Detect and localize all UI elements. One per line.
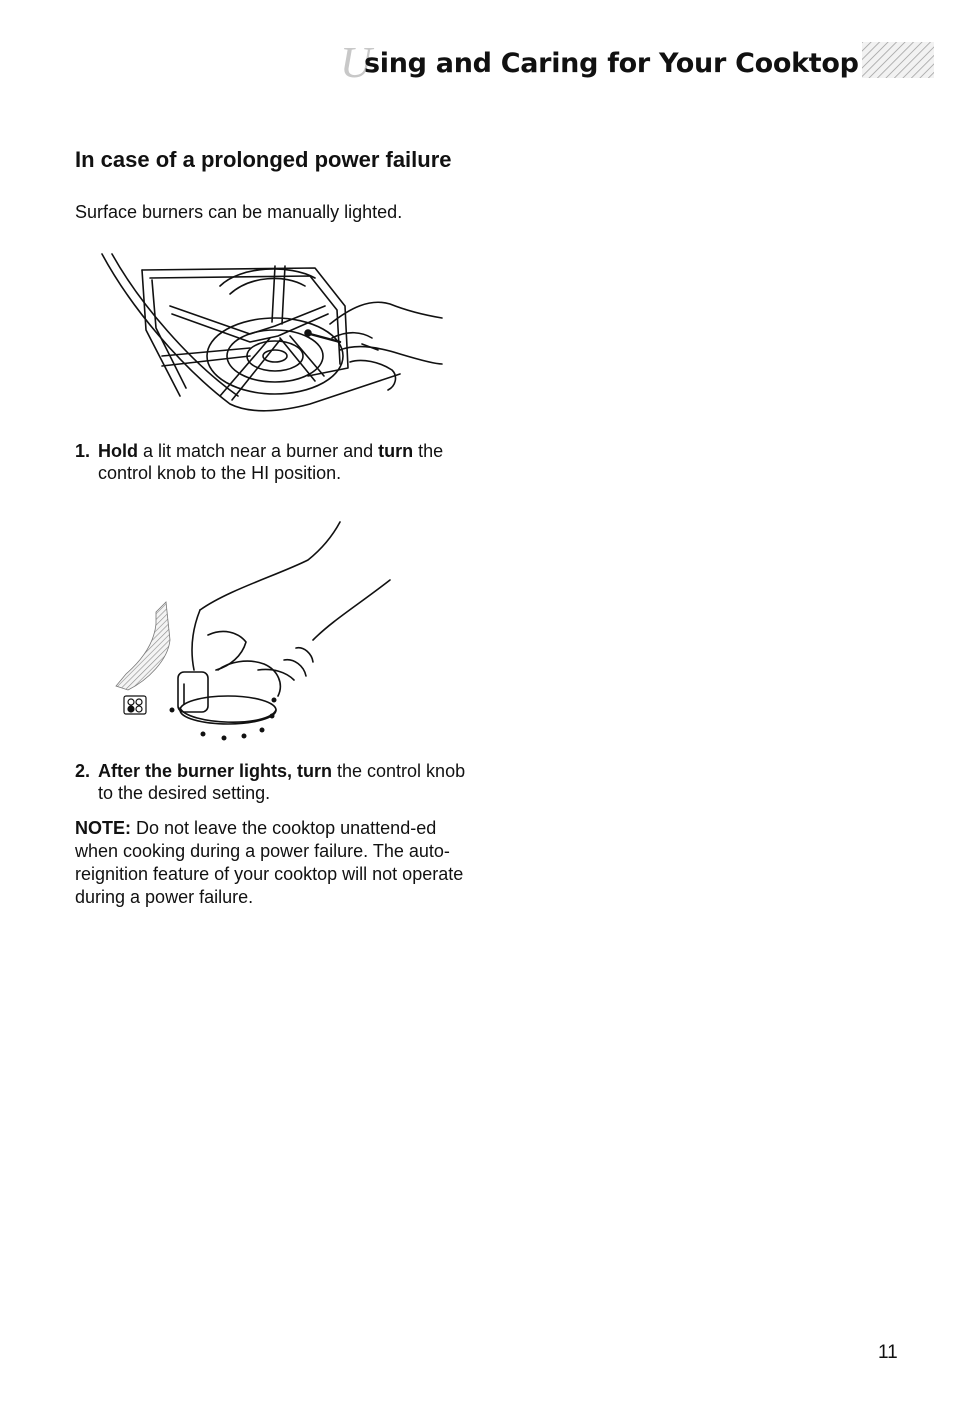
step-text-part: Hold xyxy=(98,441,138,461)
step-1 xyxy=(75,440,475,484)
step-text-part: a lit match near a burner and xyxy=(138,441,379,461)
step-text-part: turn xyxy=(378,441,414,461)
step-text-part: the control knob to the desired setting. xyxy=(98,761,466,803)
section-heading: In case of a prolonged power failure xyxy=(75,147,452,172)
note-text: Do not leave the cooktop unattend-ed when cooking during a power failure. The auto-reignition feature of your cooktop will not operate during a power failure. xyxy=(75,818,464,907)
intro-text: Surface burners can be manually lighted. xyxy=(75,202,403,222)
burner-indicator-icon xyxy=(124,696,146,714)
step-number: 1. xyxy=(75,441,91,461)
header-title: sing and Caring for Your Cooktop xyxy=(364,48,859,79)
rotation-arrow-icon xyxy=(116,602,170,690)
note-paragraph xyxy=(75,817,475,909)
step-text xyxy=(98,760,475,804)
header-hatch-decoration xyxy=(862,42,934,78)
step-text-part: After the burner lights, turn xyxy=(98,761,332,781)
header-initial-letter: U xyxy=(340,38,372,87)
control-knob-illustration xyxy=(108,520,408,750)
burner-grate-illustration xyxy=(100,246,445,416)
step-text xyxy=(98,440,475,484)
step-text-part: the control knob to the HI position. xyxy=(98,441,444,483)
page-header xyxy=(340,40,940,90)
step-number: 2. xyxy=(75,761,91,781)
note-label: NOTE: xyxy=(75,818,131,838)
step-2 xyxy=(75,760,475,804)
page-number: 11 xyxy=(878,1342,898,1363)
